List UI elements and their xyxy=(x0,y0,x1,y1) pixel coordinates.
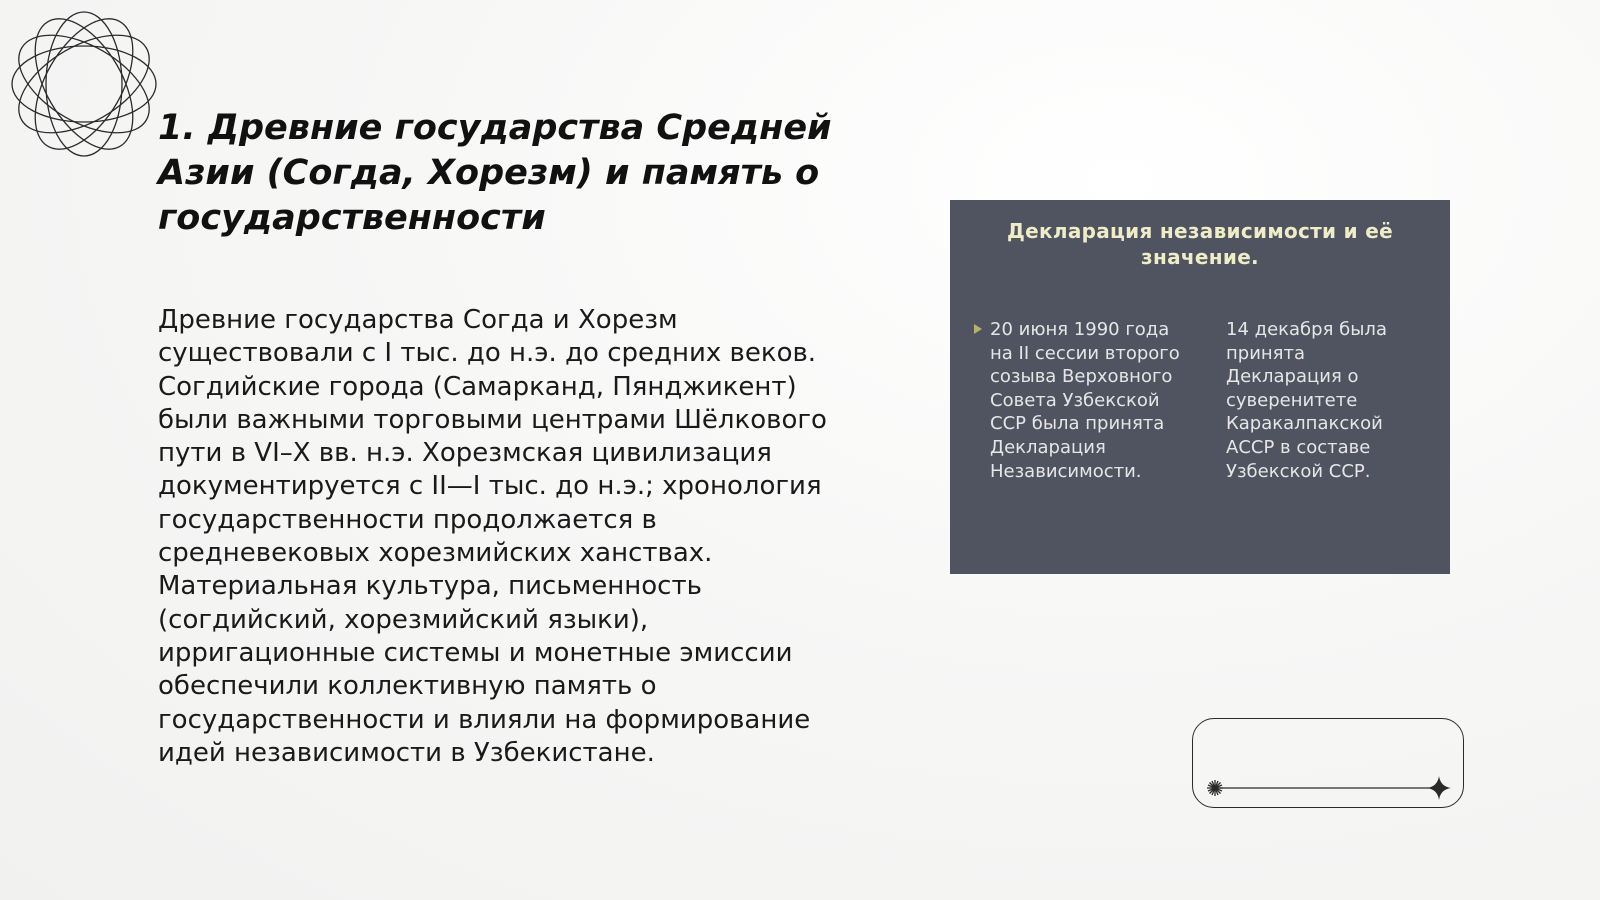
bullet-arrow-icon xyxy=(974,324,982,334)
star-burst-icon xyxy=(1207,780,1223,796)
circular-line-ornament-icon xyxy=(10,10,158,158)
embedded-right-column: 14 декабря была принята Декларация о суверенитете Каракалпакской АССР в составе Узбекской ССР. xyxy=(1226,319,1387,482)
body-text: Древние государства Согда и Хорезм существовали с I тыс. до н.э. до средних веков. Согдийские города (Самарканд, Пянджикент) были важными торговыми центрами Шёлкового пути в VI–X вв. н.э. Хорезмская цивилизация документируется с II—I тыс. до н.э.; хронология государственности продолжается в средневековых хорезмийских ханствах. Материальная культура, письменность (согдийский, хорезмийский языки), ирригационные системы и монетные эмиссии обеспечили коллективную память о государственности и влияли на формирование идей независимости в Узбекистане. xyxy=(158,305,827,768)
timeline-decoration xyxy=(1192,718,1464,808)
embedded-left-column: 20 июня 1990 года на II сессии второго созыва Верховного Совета Узбекской ССР была принята Декларация Независимости. xyxy=(990,319,1180,482)
embedded-slide-image xyxy=(950,200,1450,574)
timeline-line xyxy=(1193,719,1465,809)
embedded-slide-title: Декларация независимости и её значение. xyxy=(1007,219,1393,269)
four-point-star-icon xyxy=(1427,776,1451,800)
page-title: 1. Древние государства Средней Азии (Согда, Хорезм) и память о государственности xyxy=(158,108,832,238)
